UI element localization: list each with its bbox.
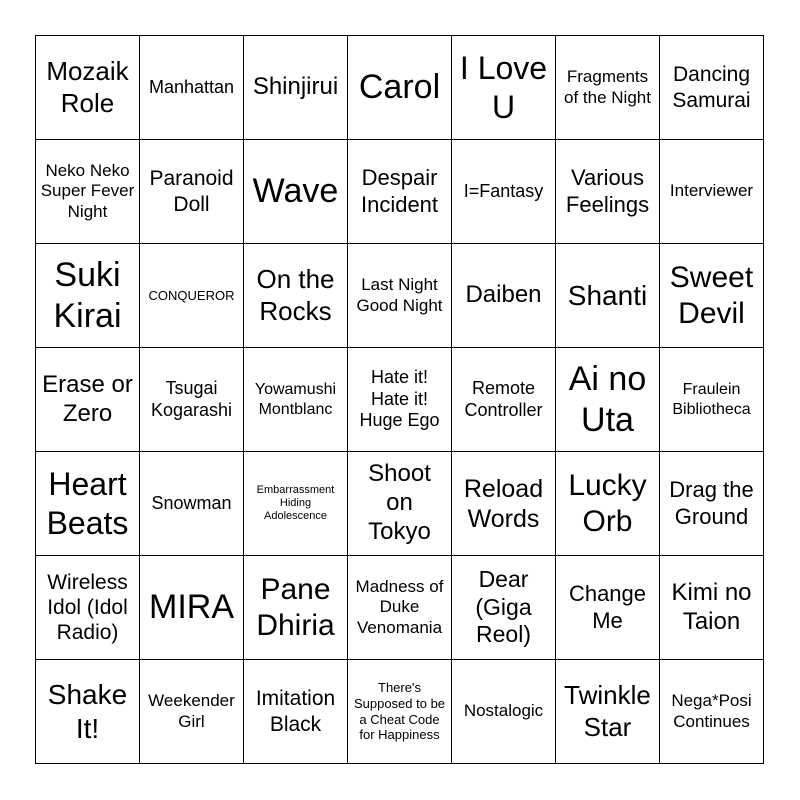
bingo-cell[interactable] [36, 556, 140, 660]
bingo-cell-label: Heart Beats [46, 466, 129, 541]
bingo-cell-label: Wave [252, 172, 339, 211]
bingo-cell-label: Suki Kirai [53, 255, 122, 335]
bingo-cell-label: Sweet Devil [669, 260, 754, 330]
bingo-cell[interactable] [36, 36, 140, 140]
bingo-cell[interactable] [348, 452, 452, 556]
bingo-cell-label: Hate it! Hate it! Huge Ego [359, 367, 440, 431]
bingo-cell[interactable] [556, 556, 660, 660]
bingo-cell-label: Paranoid Doll [149, 167, 234, 216]
bingo-cell-label: Kimi no Taion [671, 578, 752, 635]
bingo-cell[interactable] [348, 348, 452, 452]
bingo-cell-label: Daiben [465, 281, 542, 309]
bingo-cell-label: Reload Words [463, 474, 544, 533]
bingo-cell[interactable] [660, 452, 764, 556]
bingo-cell[interactable] [348, 244, 452, 348]
bingo-cell[interactable] [452, 556, 556, 660]
bingo-cell[interactable] [140, 140, 244, 244]
bingo-cell-label: CONQUEROR [148, 287, 235, 303]
bingo-cell-label: MIRA [149, 588, 234, 627]
bingo-cell-label: Shinjirui [252, 73, 339, 101]
bingo-cell[interactable] [660, 244, 764, 348]
bingo-cell[interactable] [452, 348, 556, 452]
bingo-cell-label: Carol [358, 68, 441, 107]
bingo-cell-label: Weekender Girl [148, 691, 235, 731]
bingo-cell[interactable] [556, 452, 660, 556]
bingo-cell[interactable] [348, 660, 452, 764]
bingo-cell[interactable] [556, 348, 660, 452]
bingo-cell-label: Shake It! [47, 678, 128, 744]
bingo-cell-label: There's Supposed to be a Cheat Code for Happiness [353, 680, 446, 743]
bingo-cell[interactable] [348, 556, 452, 660]
bingo-cell[interactable] [452, 140, 556, 244]
bingo-cell-label: Erase or Zero [42, 370, 133, 427]
bingo-cell-label: Various Feelings [565, 165, 650, 217]
bingo-cell[interactable] [244, 556, 348, 660]
bingo-cell-label: Nostalogic [463, 701, 544, 721]
bingo-cell[interactable] [556, 660, 660, 764]
bingo-board [35, 35, 764, 764]
bingo-cell[interactable] [140, 348, 244, 452]
bingo-cell[interactable] [36, 244, 140, 348]
bingo-cell[interactable] [556, 244, 660, 348]
bingo-cell[interactable] [244, 36, 348, 140]
bingo-cell[interactable] [36, 348, 140, 452]
bingo-cell-label: Embarrassment Hiding Adolescence [256, 483, 335, 523]
bingo-cell-label: Wireless Idol (Idol Radio) [47, 570, 128, 645]
bingo-cell[interactable] [140, 556, 244, 660]
bingo-cell-label: Yowamushi Montblanc [254, 381, 337, 418]
bingo-cell[interactable] [452, 36, 556, 140]
bingo-cell-label: Snowman [151, 492, 232, 513]
bingo-cell-label: Remote Controller [464, 377, 543, 420]
bingo-cell-label: Ai no Uta [568, 359, 647, 439]
bingo-cell-label: Fragments of the Night [564, 67, 651, 107]
bingo-cell-label: Twinkle Star [564, 680, 651, 742]
bingo-cell[interactable] [36, 140, 140, 244]
bingo-cell[interactable] [452, 452, 556, 556]
bingo-cell[interactable] [244, 140, 348, 244]
bingo-cell[interactable] [244, 244, 348, 348]
bingo-cell-label: I Love U [459, 50, 548, 125]
bingo-cell-label: Imitation Black [255, 687, 336, 736]
bingo-cell-label: Neko Neko Super Fever Night [40, 160, 135, 221]
bingo-cell-label: Change Me [568, 581, 647, 633]
bingo-cell[interactable] [244, 348, 348, 452]
bingo-cell[interactable] [660, 660, 764, 764]
bingo-cell-label: Fraulein Bibliotheca [672, 381, 751, 418]
bingo-cell-label: Despair Incident [360, 165, 439, 217]
bingo-cell-label: Mozaik Role [46, 56, 129, 118]
bingo-cell-label: Madness of Duke Venomania [355, 576, 444, 637]
bingo-cell-label: Pane Dhiria [256, 572, 335, 642]
bingo-cell-label: Shanti [567, 279, 648, 311]
bingo-cell[interactable] [348, 36, 452, 140]
bingo-cell[interactable] [140, 36, 244, 140]
bingo-cell-label: Drag the Ground [669, 477, 754, 529]
bingo-cell-label: Lucky Orb [568, 468, 647, 538]
bingo-cell-label: Tsugai Kogarashi [150, 377, 233, 420]
bingo-cell[interactable] [140, 244, 244, 348]
bingo-cell[interactable] [36, 452, 140, 556]
bingo-cell-label: Manhattan [148, 76, 235, 97]
bingo-cell[interactable] [452, 244, 556, 348]
bingo-cell[interactable] [36, 660, 140, 764]
bingo-cell[interactable] [660, 556, 764, 660]
bingo-cell-label: Dancing Samurai [672, 63, 751, 112]
bingo-cell-label: Shoot on Tokyo [368, 460, 431, 545]
bingo-cell[interactable] [660, 140, 764, 244]
bingo-cell-label: Nega*Posi Continues [671, 691, 752, 731]
bingo-cell[interactable] [660, 36, 764, 140]
bingo-cell-label: Dear (Giga Reol) [475, 566, 532, 648]
bingo-cell[interactable] [140, 452, 244, 556]
bingo-cell[interactable] [556, 36, 660, 140]
bingo-cell[interactable] [348, 140, 452, 244]
bingo-cell-label: I=Fantasy [463, 180, 544, 201]
bingo-cell[interactable] [660, 348, 764, 452]
bingo-cell[interactable] [452, 660, 556, 764]
bingo-cell-label: On the Rocks [256, 264, 335, 326]
bingo-cell[interactable] [244, 452, 348, 556]
bingo-cell-label: Interviewer [669, 181, 754, 201]
bingo-cell-label: Last Night Good Night [356, 275, 443, 315]
bingo-cell[interactable] [140, 660, 244, 764]
bingo-cell[interactable] [244, 660, 348, 764]
bingo-cell[interactable] [556, 140, 660, 244]
